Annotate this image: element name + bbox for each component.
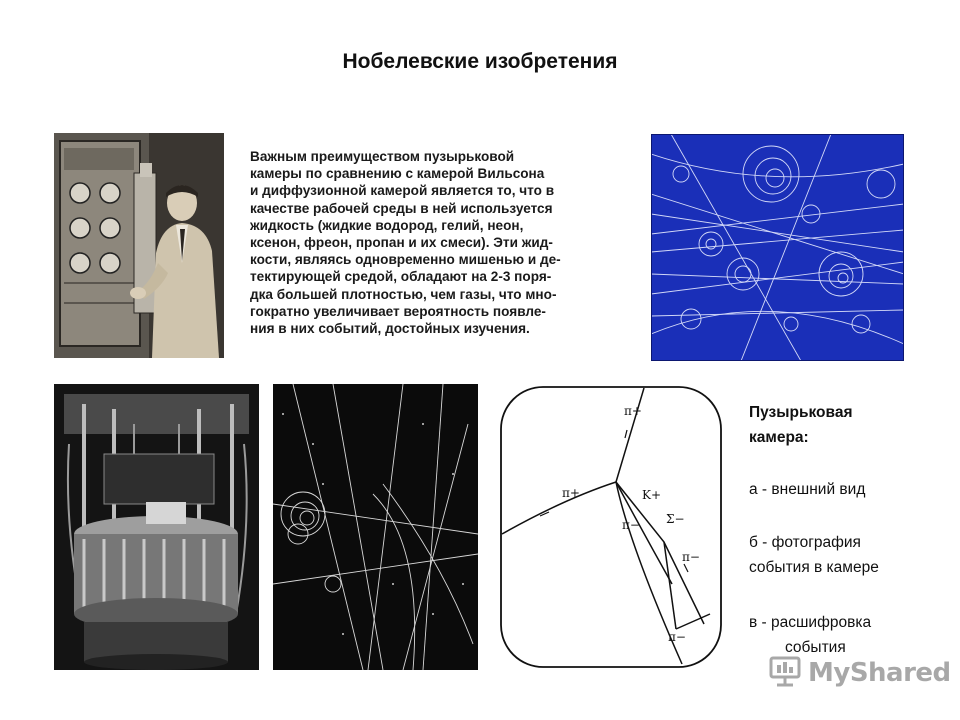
presentation-board-icon xyxy=(768,655,802,692)
caption-item-c xyxy=(749,610,871,660)
caption-title-line1: Пузырьковая xyxy=(749,404,853,421)
photo-scientist-with-apparatus xyxy=(54,133,224,358)
label-pi-plus-top: π+ xyxy=(624,404,642,418)
slide-title: Нобелевские изобретения xyxy=(342,50,618,73)
caption-item-a: а - внешний вид xyxy=(749,481,866,498)
caption-item-b-line1: б - фотография xyxy=(749,534,861,551)
photo-bubble-chamber-exterior xyxy=(54,384,259,670)
caption-title-line2: камера: xyxy=(749,429,809,446)
label-pi-plus-left: π+ xyxy=(562,486,580,500)
label-k-plus: K+ xyxy=(642,488,662,502)
label-pi-minus-bottom: π− xyxy=(668,630,686,644)
event-reconstruction-diagram xyxy=(494,384,727,670)
caption-item-c-line1: в - расшифровка xyxy=(749,614,872,631)
photo-bubble-tracks-event xyxy=(273,384,478,670)
label-pi-minus-right: π− xyxy=(682,550,700,564)
logo-text: MyShared xyxy=(808,658,951,688)
caption-item-b xyxy=(749,530,879,580)
label-pi-minus-mid: π− xyxy=(622,518,640,532)
myshared-logo[interactable] xyxy=(768,656,951,690)
caption-item-c-line2: события xyxy=(785,639,846,656)
label-sigma-minus: Σ− xyxy=(666,512,685,526)
caption-item-b-line2: события в камере xyxy=(749,559,879,576)
photo-bubble-tracks-blue xyxy=(651,134,904,361)
caption-block xyxy=(749,400,853,450)
main-description-text: Важным преимуществом пузырьковой камеры по сравнению с камерой Вильсона и диффузионной камерой является то, что в качестве рабочей среды в ней используется жидкость (жидкие водород, гелий, неон, ксенон, фреон, пропан и их смеси). Эти жид- кости, являясь одновременно мишенью и де- тектирующей средой, обладают на 2-3 поря- дка большей плотностью, чем газы, что мно- гократно увеличивает вероятность появле- ния в них событий, достойных изучения. xyxy=(250,149,561,337)
